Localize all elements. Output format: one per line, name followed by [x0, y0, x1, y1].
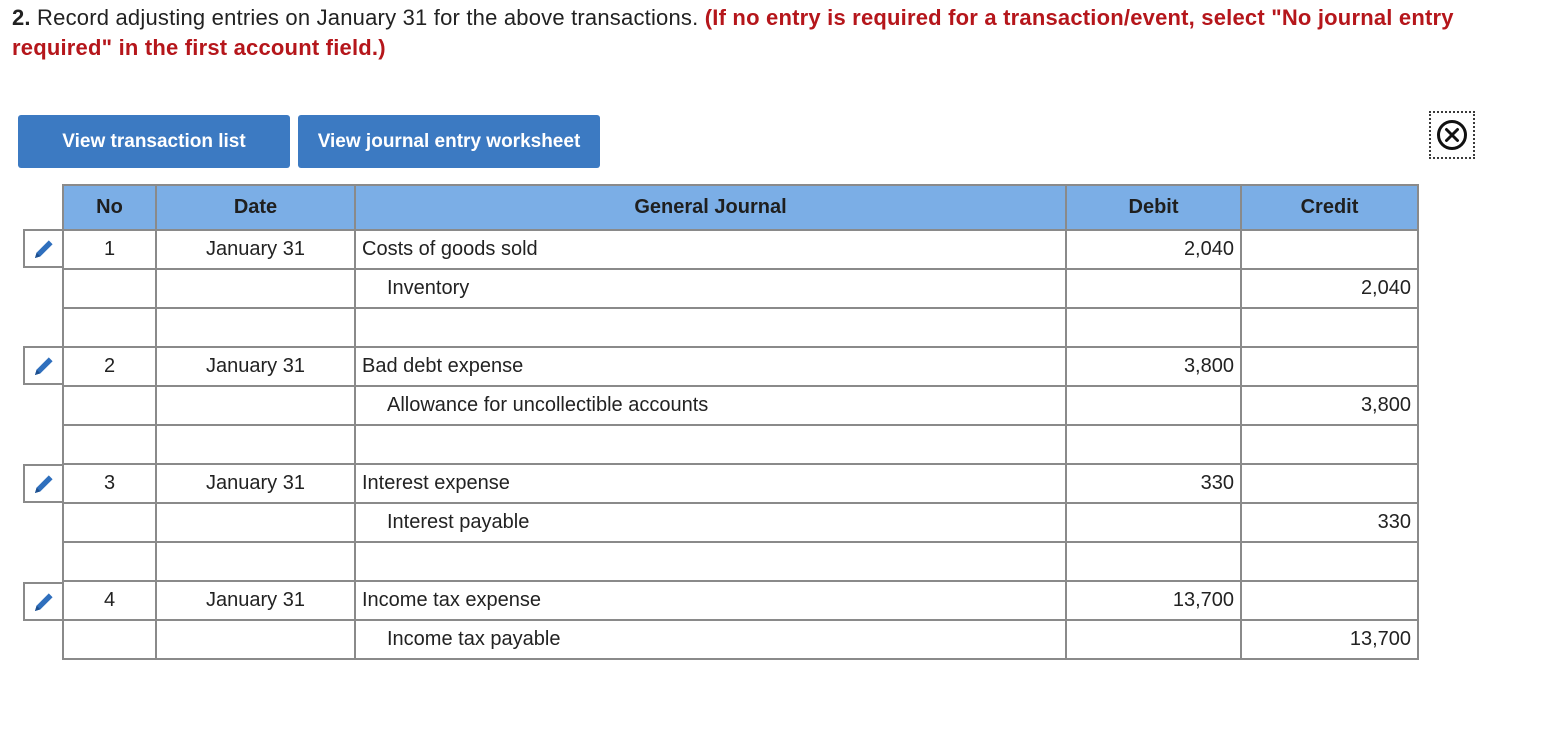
header-no: No	[63, 185, 156, 230]
entry-date: January 31	[156, 581, 355, 620]
credit-amount	[1241, 425, 1418, 464]
general-journal-table	[62, 184, 1419, 660]
credit-amount: 2,040	[1241, 269, 1418, 308]
account-name: Inventory	[355, 269, 1066, 308]
credit-amount	[1241, 308, 1418, 347]
entry-number: 3	[63, 464, 156, 503]
entry-number	[63, 542, 156, 581]
close-button[interactable]	[1429, 111, 1475, 159]
entry-number	[63, 269, 156, 308]
credit-amount: 3,800	[1241, 386, 1418, 425]
entry-number	[63, 503, 156, 542]
entry-number	[63, 425, 156, 464]
entry-date: January 31	[156, 230, 355, 269]
debit-amount	[1066, 503, 1241, 542]
table-row	[63, 425, 1418, 464]
table-row	[63, 620, 1418, 659]
table-row	[63, 386, 1418, 425]
edit-entry-4-button[interactable]	[23, 582, 63, 621]
header-debit: Debit	[1066, 185, 1241, 230]
header-date: Date	[156, 185, 355, 230]
account-name: Income tax expense	[355, 581, 1066, 620]
debit-amount: 13,700	[1066, 581, 1241, 620]
entry-date	[156, 425, 355, 464]
debit-amount	[1066, 425, 1241, 464]
credit-amount	[1241, 542, 1418, 581]
question-body: Record adjusting entries on January 31 for the above transactions.	[30, 5, 705, 30]
credit-amount	[1241, 347, 1418, 386]
entry-date	[156, 269, 355, 308]
table-row	[63, 464, 1418, 503]
entry-date: January 31	[156, 464, 355, 503]
debit-amount: 3,800	[1066, 347, 1241, 386]
view-transaction-list-button[interactable]: View transaction list	[18, 115, 290, 168]
view-journal-entry-worksheet-button[interactable]: View journal entry worksheet	[298, 115, 600, 168]
account-name: Allowance for uncollectible accounts	[355, 386, 1066, 425]
entry-date	[156, 386, 355, 425]
pencil-icon	[32, 354, 56, 378]
question-number: 2.	[12, 5, 31, 30]
pencil-icon	[32, 237, 56, 261]
entry-date	[156, 308, 355, 347]
credit-amount: 13,700	[1241, 620, 1418, 659]
edit-entry-2-button[interactable]	[23, 346, 63, 385]
account-name: Costs of goods sold	[355, 230, 1066, 269]
close-circle-icon	[1436, 119, 1468, 151]
entry-number	[63, 620, 156, 659]
edit-entry-1-button[interactable]	[23, 229, 63, 268]
edit-entry-3-button[interactable]	[23, 464, 63, 503]
entry-date: January 31	[156, 347, 355, 386]
account-name: Interest expense	[355, 464, 1066, 503]
debit-amount	[1066, 386, 1241, 425]
credit-amount	[1241, 581, 1418, 620]
entry-date	[156, 503, 355, 542]
credit-amount: 330	[1241, 503, 1418, 542]
entry-date	[156, 542, 355, 581]
entry-number	[63, 386, 156, 425]
question-text	[12, 3, 1537, 63]
debit-amount	[1066, 308, 1241, 347]
debit-amount: 2,040	[1066, 230, 1241, 269]
account-name: Income tax payable	[355, 620, 1066, 659]
entry-number: 1	[63, 230, 156, 269]
table-header-row	[63, 185, 1418, 230]
entry-date	[156, 620, 355, 659]
table-row	[63, 347, 1418, 386]
entry-number	[63, 308, 156, 347]
credit-amount	[1241, 230, 1418, 269]
pencil-icon	[32, 590, 56, 614]
debit-amount: 330	[1066, 464, 1241, 503]
table-row	[63, 503, 1418, 542]
question-instruction: (If no entry is required for a transaction/event, select "No journal entry required" in the first account field.)	[12, 5, 1454, 60]
account-name: Bad debt expense	[355, 347, 1066, 386]
table-row	[63, 542, 1418, 581]
table-row	[63, 230, 1418, 269]
table-row	[63, 308, 1418, 347]
debit-amount	[1066, 542, 1241, 581]
table-row	[63, 581, 1418, 620]
account-name	[355, 542, 1066, 581]
debit-amount	[1066, 269, 1241, 308]
entry-number: 2	[63, 347, 156, 386]
header-credit: Credit	[1241, 185, 1418, 230]
entry-number: 4	[63, 581, 156, 620]
account-name: Interest payable	[355, 503, 1066, 542]
debit-amount	[1066, 620, 1241, 659]
pencil-icon	[32, 472, 56, 496]
account-name	[355, 425, 1066, 464]
credit-amount	[1241, 464, 1418, 503]
account-name	[355, 308, 1066, 347]
table-row	[63, 269, 1418, 308]
header-general-journal: General Journal	[355, 185, 1066, 230]
